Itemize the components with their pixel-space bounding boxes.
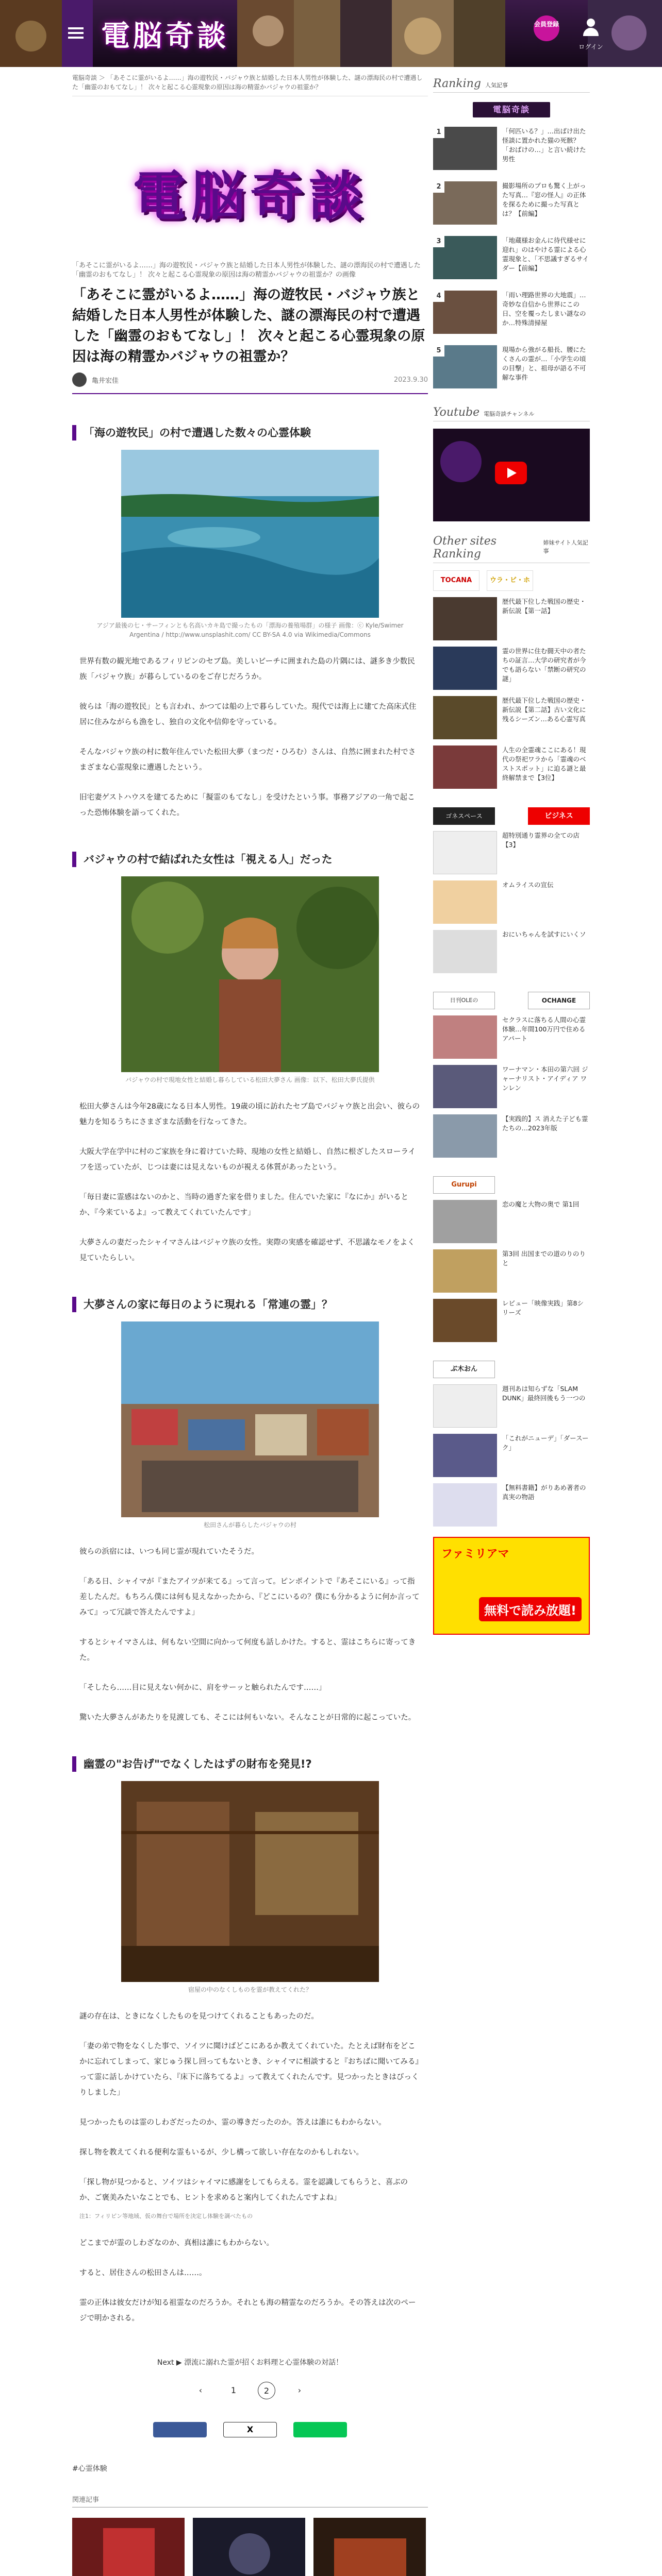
author-avatar [72,372,87,387]
prev-page-icon[interactable]: ‹ [198,2385,203,2395]
ranking-title: Ranking [433,77,481,90]
ranking-title-text: 現場から強がる船長、腰にたくさんの霊が…「小学生の頃の目撃」と、祖母が語る不可解な事件 [502,346,586,381]
footnote: 注1：フィリピン等地域、仮の舞台で場所を決定し体験を調べたもの [79,2213,253,2219]
sister-site-logo[interactable]: ウラ・ビ・ホ [487,570,533,591]
list-title: おにいちゃんを試すにいくソ [502,930,586,938]
sister-list-item[interactable] [433,597,590,640]
ranking-site-badge[interactable]: 電脳奇談 [473,102,550,117]
man-portrait-photo [121,876,379,1072]
list-title: オムライスの宣伝 [502,881,554,889]
list-thumb [433,1434,497,1477]
related-thumb [313,2518,426,2576]
ranking-thumb [433,291,497,334]
list-title: 【実践的】ス 消えた子ども霊たちの…2023年版 [502,1115,588,1132]
related-thumb [72,2518,185,2576]
paragraph: 見つかったものは霊のしわざだったのか、霊の導きだったのか。答えは誰にもわからない。 [79,2119,386,2127]
login-label: ログイン [578,43,603,50]
user-icon [578,15,604,41]
x-share-button[interactable]: X [223,2422,277,2437]
partner-logos-2 [433,807,590,825]
list-thumb [433,597,497,640]
partner-logo[interactable]: OCHANGE [528,992,590,1009]
sister-list-item[interactable] [433,745,590,789]
facebook-share-button[interactable] [153,2422,207,2437]
partner-logo[interactable]: Gurupi [433,1176,495,1194]
partner-logos-5 [433,1361,590,1378]
sea-village-photo [121,450,379,618]
ranking-title-text: 「地蔵様お金んに待代様せに迎れ」のはやける霊による心霊現象と、「不思議すぎるサイダー【前編】 [502,236,589,272]
partner-list-item[interactable] [433,1483,590,1527]
rank-number: 4 [433,291,444,302]
paragraph: 彼らの浜宿には、いつも同じ霊が現れていたそうだ。 [79,1548,259,1556]
page-2-current[interactable]: 2 [258,2382,275,2399]
section-heading: 幽霊の"お告げ"でなくしたはずの財布を発見!? [72,1756,428,1772]
partner-list-item[interactable] [433,1015,590,1059]
banner-title: ファミリアマ [441,1548,509,1561]
partner-logo[interactable]: ゴネスペース [433,807,495,825]
other-sites-logos [433,570,590,591]
other-sites-title: Other sites Ranking [433,535,497,561]
sister-list-item[interactable] [433,647,590,690]
related-card[interactable] [313,2518,426,2576]
list-title: 歴代最下位した戦国の歴史・新伝説【第一話】 [502,598,586,615]
photo-caption: アジア最後の七・サーフィンとも名高いカキ島で撮ったもの「漂海の養殖場群」の様子 画像：ⓒ Kyle/Swimer Argentina / http://www.unsplashit.com/ CC BY-SA 4.0 via Wikimedia/Commons [96,622,404,638]
ranking-item[interactable] [433,181,590,229]
related-articles [72,2518,428,2576]
list-thumb [433,647,497,690]
paragraph: 彼らは「海の遊牧民」とも言われ、かつては船の上で暮らしていた。現代では海上に建てた高床式住居に住みながらも漁をし、独自の文化や信仰を守っている。 [79,703,417,726]
paragraph: 「そしたら……目に見えない何かに、肩をサーッと触られたんです……」 [79,1684,326,1692]
sidebar [433,77,590,1635]
related-card[interactable] [72,2518,185,2576]
breadcrumb[interactable]: 電脳奇談 ＞ 「あそこに霊がいるよ……」海の遊牧民・バジャウ族と結婚した日本人男性が体験した、謎の漂海民の村で遭遇した「幽霊のおもてなし」！ 次々と起こる心霊現象の原因は海の精霊かバジャウの祖霊か？ [72,73,428,96]
paragraph: そんなバジャウ族の村に数年住んでいた松田大夢（まつだ・ひろむ）さんは、自然に囲まれた村でさまざまな心霊現象に遭遇したという。 [79,748,416,772]
partner-list-item[interactable] [433,1114,590,1158]
list-title: ワーナマン・本田の第六回 ジャーナリスト・アイディア ワンレン [502,1065,588,1092]
paragraph: 探し物を教えてくれる便利な霊もいるが、少し構って欲しい存在なのかもしれない。 [79,2148,363,2157]
list-thumb [433,745,497,789]
list-title: セクラスに落ちる人間の心霊体験…年間100万円で住めるアパート [502,1016,586,1042]
paragraph: どこまでが霊のしわざなのか、真相は誰にもわからない。 [79,2239,274,2247]
list-title: 【無料書籍】がりあめ著者の真実の物語 [502,1484,586,1501]
paragraph: 驚いた大夢さんがあたりを見渡しても、そこには何もいない。そんなことが日常的に起こっていた。 [79,1714,416,1722]
site-header [0,0,662,67]
partner-list-item[interactable] [433,1434,590,1477]
list-thumb [433,930,497,973]
paragraph: 謎の存在は、ときになくしたものを見つけてくれることもあったのだ。 [79,2012,319,2021]
next-page-link[interactable]: Next ▶ 漂流に溺れた霊が招くお料理と心霊体験の対話！ [157,2359,343,2367]
list-thumb [433,831,497,874]
paragraph: するとシャイマさんは、何もない空間に向かって何度も話しかけた。すると、霊はこちらに寄ってきた。 [79,1638,416,1662]
list-title: レビュー「映像実践」第8シリーズ [502,1299,584,1316]
play-icon[interactable] [495,462,527,484]
article-title: 「あそこに霊がいるよ……」海の遊牧民・バジャウ族と結婚した日本人男性が体験した、謎の漂海民の村で遭遇した「幽霊のおもてなし」！ 次々と起こる心霊現象の原因は海の精霊かバジャウの祖霊か？ [72,287,425,365]
rank-number: 2 [433,181,444,193]
related-thumb [193,2518,305,2576]
youtube-title: Youtube [433,406,480,419]
related-card[interactable] [193,2518,305,2576]
list-title: 第3回 出国までの道のりのりと [502,1250,586,1267]
other-sites-heading [433,535,590,563]
paragraph: 大夢さんの妻だったシャイマさんはバジャウ族の女性。実際の実感を確認せず、不思議なモノをよく見ていたらしい。 [79,1239,415,1262]
list-title: 週刊あは知らずな「SLAM DUNK」最終回後もう一つの [502,1385,586,1402]
paragraph: 「妻の弟で物をなくした事で、ソイツに聞けばどこにあるか教えてくれていた。たとえば財布をどこかに忘れてしまって、家じゅう探し回ってもないとき、シャイマに相談すると『おちばに聞いてみる』って霊に話しかけていたら、『床下に落ちてるよ』って教えてくれたんです。見つかったときはびっくりしました」 [79,2042,419,2097]
pagination [72,2357,428,2399]
list-title: 恋の魔と大物の奥で 第1回 [502,1200,580,1208]
ranking-thumb [433,127,497,170]
photo-caption: バジャウの村で現地女性と結婚し暮らしている松田大夢さん 画像：以下、松田大夢氏提供 [125,1076,375,1083]
article-logo: 電脳奇談 [132,164,368,228]
ranking-thumb [433,236,497,279]
other-sites-subtitle: 姉妹サイト人気記事 [543,539,588,554]
ranking-subtitle: 人気記事 [485,82,508,89]
author-name[interactable]: 亀井宏佳 [92,377,119,385]
ranking-title-text: 撮影場所のプロも驚く上がった写真…『窓の怪人』の正体を探るために撮った写真とは？【前編】 [502,182,586,217]
paragraph: 霊の正体は彼女だけが知る祖霊なのだろうか。それとも海の精霊なのだろうか。その答えは次のページで明かされる。 [79,2299,416,2323]
partner-list-item[interactable] [433,1200,590,1243]
list-thumb [433,696,497,739]
partner-list-item[interactable] [433,831,590,874]
site-logo[interactable]: 電脳奇談 [101,19,229,53]
section-heading: 大夢さんの家に毎日のように現れる「常連の霊」？ [72,1297,428,1312]
section-heading: 「海の遊牧民」の村で遭遇した数々の心霊体験 [72,425,428,440]
list-thumb [433,1299,497,1342]
article-column [72,73,428,2576]
related-heading: 関連記事 [72,2494,428,2507]
next-page-icon[interactable]: › [297,2385,302,2395]
paragraph: 大阪大学在学中に村のご家族を身に着けていた時、現地の女性と結婚し、自然に根ざしたスローライフを送っていたが、じつは妻には見えないものが視える体質があったという。 [79,1148,416,1172]
paragraph: 世界有数の観光地であるフィリピンのセブ島。美しいビーチに囲まれた島の片隅には、謎多き少数民族「バジャウ族」が暮らしているのをご存じだろうか。 [79,657,415,681]
rank-number: 1 [433,127,444,138]
ranking-item[interactable] [433,345,590,393]
partner-list-item[interactable] [433,1384,590,1428]
publish-date: 2023.9.30 [393,376,428,384]
partner-logo[interactable]: ぶ木おん [433,1361,495,1378]
partner-logos-4 [433,1176,590,1194]
list-thumb [433,880,497,924]
tag-link[interactable]: #心霊体験 [72,2465,107,2473]
partner-list-item[interactable] [433,1249,590,1293]
youtube-player[interactable] [433,429,590,521]
list-thumb [433,1200,497,1243]
partner-logo[interactable]: ビジネス [528,807,590,825]
partner-list-item[interactable] [433,880,590,924]
partner-list-item[interactable] [433,1065,590,1108]
section-heading: バジャウの村で結ばれた女性は「視える人」だった [72,852,428,867]
paragraph: 「ある日、シャイマが『またアイツが来てる』って言って。ピンポイントで『あそこにいる』って指差したんだ。もちろん僕には何も見えなかったから、『どこにいるの？僕にも分かるように何か言ってみて』って冗談で答えたんですよ」 [79,1578,420,1617]
article-tagline: 「あそこに霊がいるよ……」海の遊牧民・バジャウ族と結婚した日本人男性が体験した、謎の漂海民の村で遭遇した「幽霊のおもてなし」！ 次々と起こる心霊現象の原因は海の精霊かバジャウの祖霊か？の画像 [72,262,421,279]
ranking-item[interactable] [433,236,590,283]
ranking-thumb [433,345,497,388]
list-thumb [433,1483,497,1527]
sister-list-item[interactable] [433,696,590,739]
list-title: 人生の全霊魂ここにある！現代の祭祀ワラから「霊魂のベストスポット」に迫る謎と最終解禁まで【3位】 [502,746,586,782]
author-row [72,372,428,394]
line-share-button[interactable] [293,2422,347,2437]
share-buttons [72,2422,428,2437]
list-title: 霊の世界に住む闘天中の者たちの証言…大学の研究者が今でも語らない「禁断の研究の謎」 [502,647,586,683]
photo-caption: 宿屋の中のなくしものを霊が教えてくれた？ [188,1986,312,1993]
youtube-subtitle: 電脳奇談チャンネル [484,411,535,417]
partner-logos-3 [433,992,590,1009]
paragraph: 旧宅妻ゲストハウスを建てるために「擬霊のもてなし」を受けたという事。事務アジアの一角で起こった恐怖体験を語ってくれた。 [79,793,415,817]
photo-caption: 松田さんが暮らしたバジャウの村 [204,1521,296,1529]
room-interior-photo [121,1781,379,1982]
list-title: 「これがニューデ」「ダースーク」 [502,1434,589,1451]
ranking-item[interactable] [433,291,590,338]
partner-logo[interactable]: 日刊OLEの [433,992,495,1009]
list-title: 超特別通り霊界の全ての店【3】 [502,832,580,849]
ranking-item[interactable] [433,127,590,174]
list-thumb [433,1114,497,1158]
manga-banner[interactable] [433,1537,590,1635]
partner-list-item[interactable] [433,930,590,973]
channel-mascot [440,441,482,482]
partner-list-item[interactable] [433,1299,590,1342]
list-thumb [433,1015,497,1059]
paragraph: 「毎日妻に霊感はないのかと、当時の過ぎた家を借りました。住んでいた家に『なにか』がいるとか、『今来ているよ』って教えてくれていたんです」 [79,1193,408,1217]
list-title: 歴代最下位した戦国の歴史・新伝説【第二話】古い文化に残るシーズン…ある心霊写真 [502,697,586,723]
list-thumb [433,1249,497,1293]
paragraph: 松田大夢さんは今年28歳になる日本人男性。19歳の頃に訪れたセブ島でバジャウ族と出会い、彼らの魅力を知るうちにさまざまな活動を行なってきた。 [79,1103,420,1126]
village-houses-photo [121,1321,379,1517]
ranking-heading [433,77,590,93]
login-button[interactable] [576,15,605,48]
member-register-button[interactable] [532,15,561,48]
list-thumb [433,1065,497,1108]
ranking-thumb [433,181,497,225]
member-badge: 会員登録 [534,15,559,41]
page-1[interactable]: 1 [230,2385,237,2395]
banner-text: 無料で読み放題! [479,1597,582,1621]
paragraph: すると、居住さんの松田さんは……。 [79,2269,207,2277]
paragraph: 「探し物が見つかると、ソイツはシャイマに感謝をしてもらえる。霊を認識してもらうと、喜ぶのか、ご褒美みたいなことでも、ヒントを求めると案内してくれたんですよね」 [79,2178,408,2202]
list-thumb [433,1384,497,1428]
ranking-title-text: 「雨い理路世界の大地震」…奇妙な自信から世界にこの日、空を覆ったしまい謎なのか…特殊清掃屋 [502,291,586,327]
rank-number: 3 [433,236,444,247]
ranking-title-text: 「何匹いる？」…出ばけ出た怪談に置かれた猫の死骸？ 「おばけの…」と言い続けた男性 [502,127,586,163]
youtube-heading [433,406,590,421]
tocana-logo[interactable]: TOCANA [433,570,479,591]
rank-number: 5 [433,345,444,357]
hamburger-menu-icon[interactable] [68,25,84,39]
